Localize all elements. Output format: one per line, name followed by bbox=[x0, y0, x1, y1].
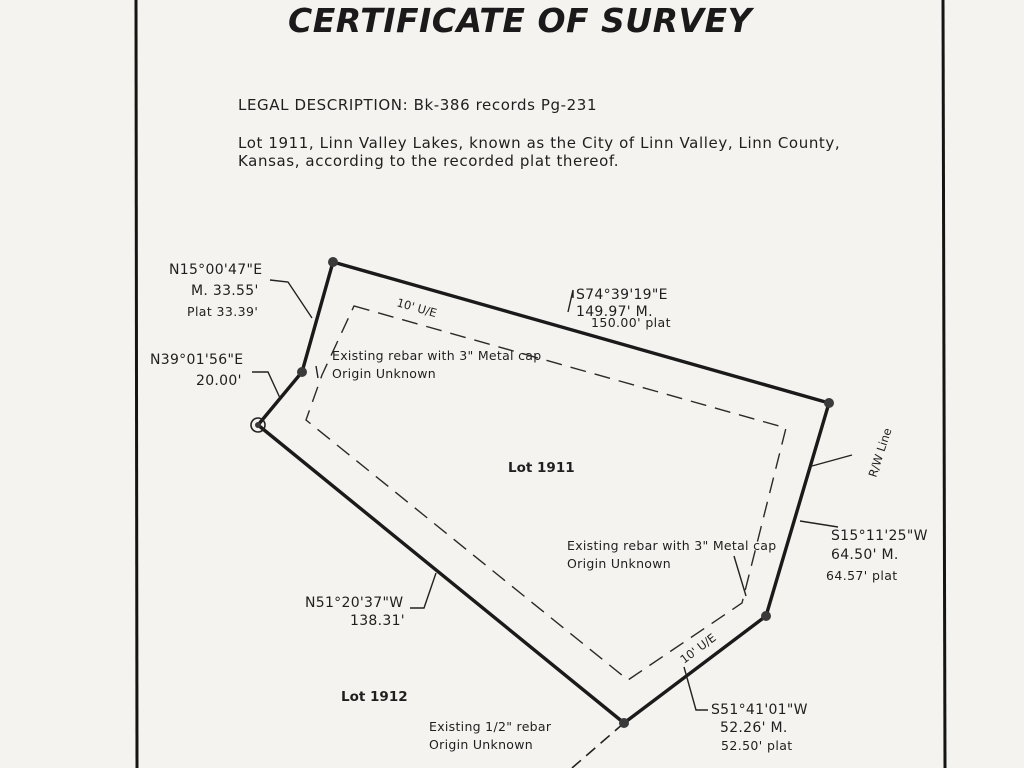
rebar-note-south-line-2: Origin Unknown bbox=[429, 737, 533, 752]
easement-label-bottom: 10' U/E bbox=[677, 630, 719, 667]
page-title: CERTIFICATE OF SURVEY bbox=[288, 1, 752, 40]
leader-northwest-course bbox=[252, 372, 280, 398]
south-course-bearing: S51°41'01"W bbox=[711, 702, 808, 718]
legal-description-heading: LEGAL DESCRIPTION: Bk-386 records Pg-231 bbox=[238, 96, 598, 114]
right-of-way-label: R/W Line bbox=[865, 426, 895, 479]
north-course-bearing: N15°00'47"E bbox=[169, 262, 263, 278]
southwest-course-bearing: N51°20'37"W bbox=[305, 595, 404, 611]
leader-southwest-course bbox=[410, 573, 436, 608]
rebar-note-nw-line-1: Existing rebar with 3" Metal cap bbox=[332, 348, 542, 363]
northwest-course-bearing: N39°01'56"E bbox=[150, 352, 244, 368]
leader-east-course bbox=[800, 521, 838, 527]
corner-marker-nw-top bbox=[328, 257, 338, 267]
leader-rebar-nw bbox=[316, 366, 318, 378]
north-course-measured: M. 33.55' bbox=[191, 283, 259, 299]
north-course-plat: Plat 33.39' bbox=[187, 304, 259, 319]
east-course-plat: 64.57' plat bbox=[826, 568, 898, 583]
corner-marker-se bbox=[761, 611, 771, 621]
leader-rebar-se bbox=[734, 556, 746, 596]
rebar-note-se-line-2: Origin Unknown bbox=[567, 556, 671, 571]
page-border-right bbox=[943, 0, 945, 768]
lot-1911-label: Lot 1911 bbox=[508, 460, 575, 476]
easement-label-top: 10' U/E bbox=[395, 295, 439, 321]
top-course-measured: 149.97' M. bbox=[576, 304, 653, 320]
top-course-bearing: S74°39'19"E bbox=[576, 287, 668, 303]
top-course-plat: 150.00' plat bbox=[591, 315, 671, 330]
corner-marker-nw-mid bbox=[297, 367, 307, 377]
rebar-note-south-line-1: Existing 1/2" rebar bbox=[429, 719, 552, 734]
corner-marker-ne bbox=[824, 398, 834, 408]
leader-top-course bbox=[568, 290, 573, 312]
lot-1912-label: Lot 1912 bbox=[341, 689, 408, 705]
south-course-measured: 52.26' M. bbox=[720, 720, 788, 736]
south-course-plat: 52.50' plat bbox=[721, 738, 793, 753]
southwest-course-distance: 138.31' bbox=[350, 613, 405, 629]
leader-north-course bbox=[270, 280, 312, 318]
east-course-bearing: S15°11'25"W bbox=[831, 528, 928, 544]
rebar-note-nw-line-2: Origin Unknown bbox=[332, 366, 436, 381]
rebar-note-se-line-1: Existing rebar with 3" Metal cap bbox=[567, 538, 777, 553]
northwest-course-distance: 20.00' bbox=[196, 373, 242, 389]
lot-1911-boundary bbox=[258, 262, 829, 723]
legal-description-line-1: Lot 1911, Linn Valley Lakes, known as the City of Linn Valley, Linn County, bbox=[238, 134, 841, 152]
corner-marker-south bbox=[619, 718, 629, 728]
leader-rw-line bbox=[812, 455, 852, 466]
page-border-left bbox=[136, 0, 137, 768]
adjoining-lot-line bbox=[572, 723, 624, 768]
legal-description-line-2: Kansas, according to the recorded plat thereof. bbox=[238, 152, 620, 170]
corner-marker-west-center bbox=[255, 422, 261, 428]
east-course-measured: 64.50' M. bbox=[831, 547, 899, 563]
